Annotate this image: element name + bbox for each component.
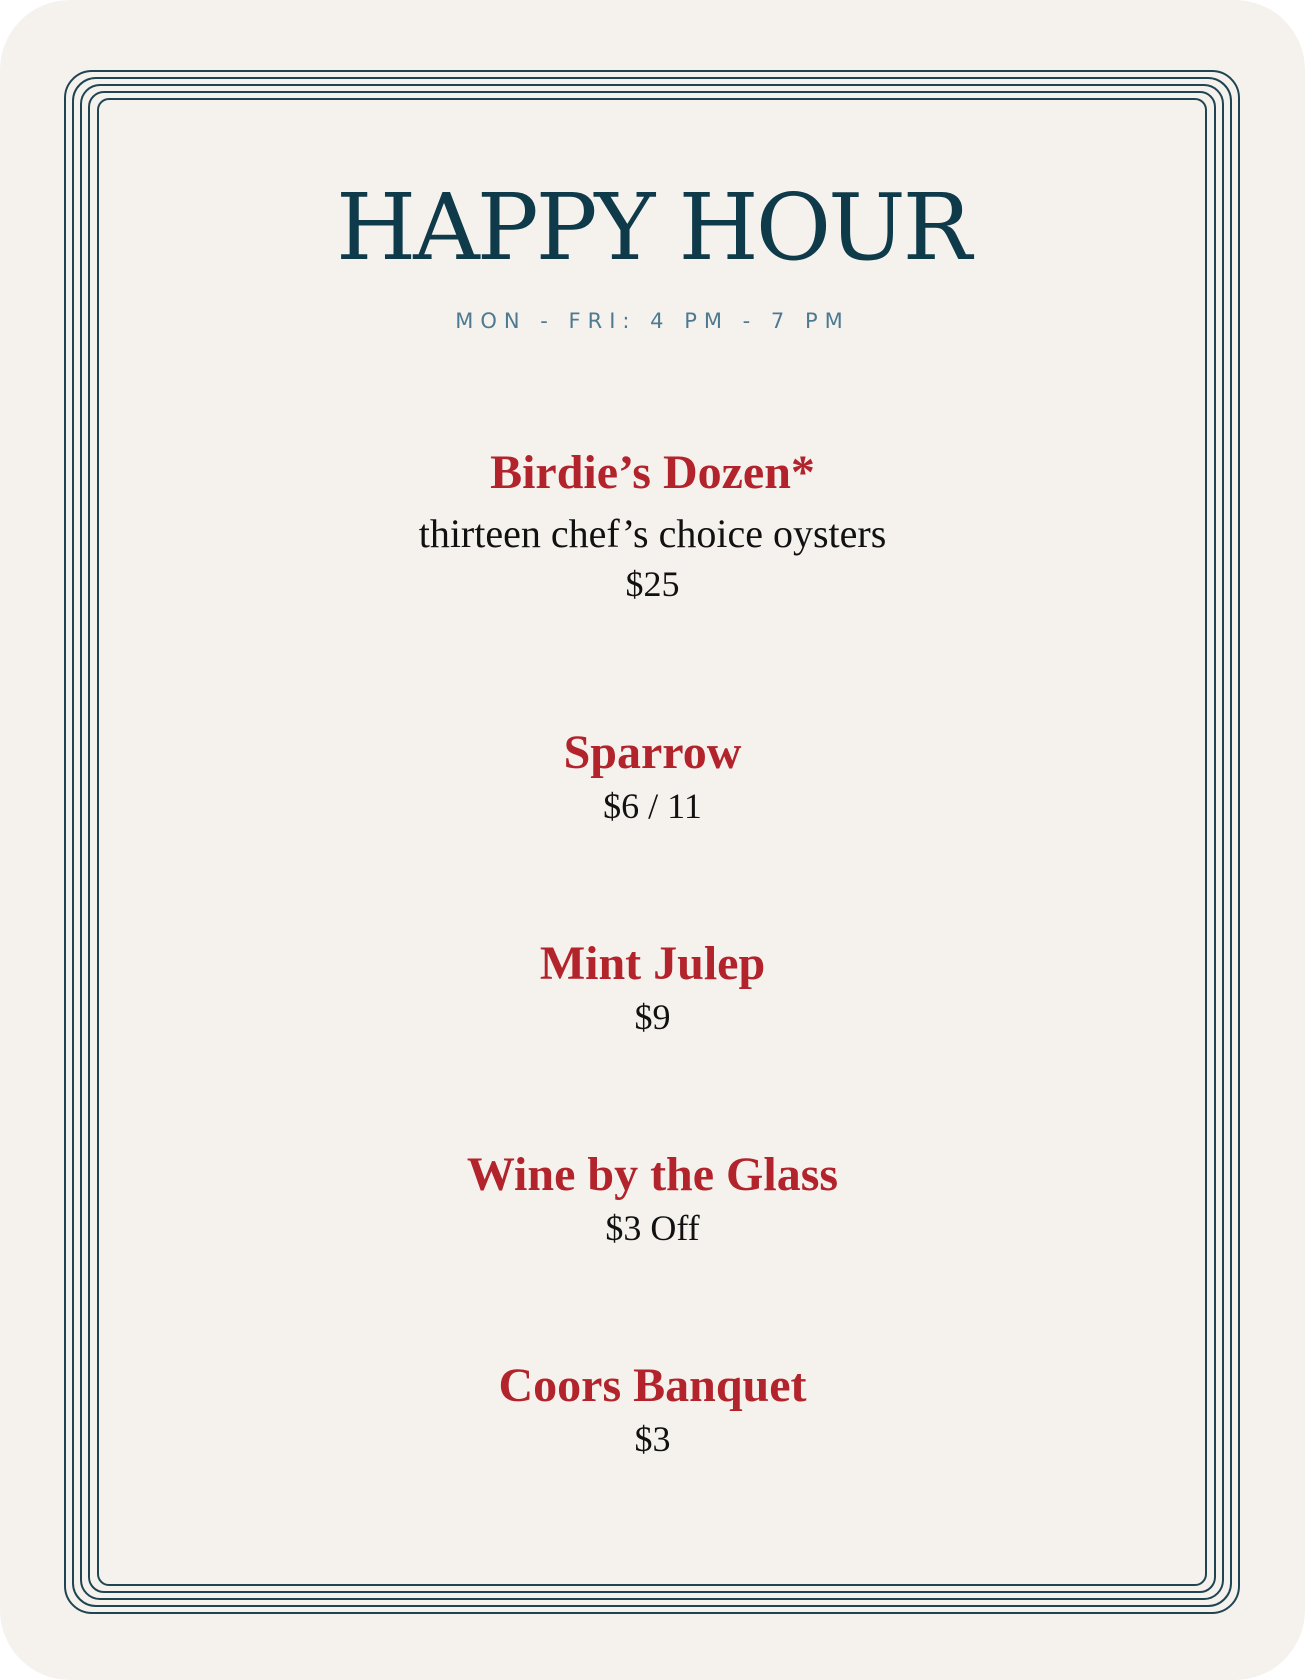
menu-item-wine-by-the-glass [0,1146,1305,1252]
menu-item-mint-julep [0,935,1305,1041]
item-price: $3 [634,1419,671,1459]
menu-item-coors-banquet [0,1357,1305,1463]
item-description: thirteen chef’s choice oysters [418,511,887,556]
item-name: Sparrow [563,726,742,779]
item-price: $9 [634,997,671,1037]
item-price: $25 [625,564,680,604]
item-name: Birdie’s Dozen* [490,446,815,499]
item-name: Coors Banquet [498,1359,807,1412]
item-name: Mint Julep [539,937,766,990]
item-price: $3 Off [605,1208,700,1248]
item-price: $6 / 11 [603,786,702,826]
menu-hours: MON - FRI: 4 PM - 7 PM [455,309,850,333]
menu-title: HAPPY HOUR [336,174,969,281]
menu-item-sparrow [0,724,1305,830]
menu-item-birdies-dozen [0,444,1305,608]
item-name: Wine by the Glass [466,1148,839,1201]
